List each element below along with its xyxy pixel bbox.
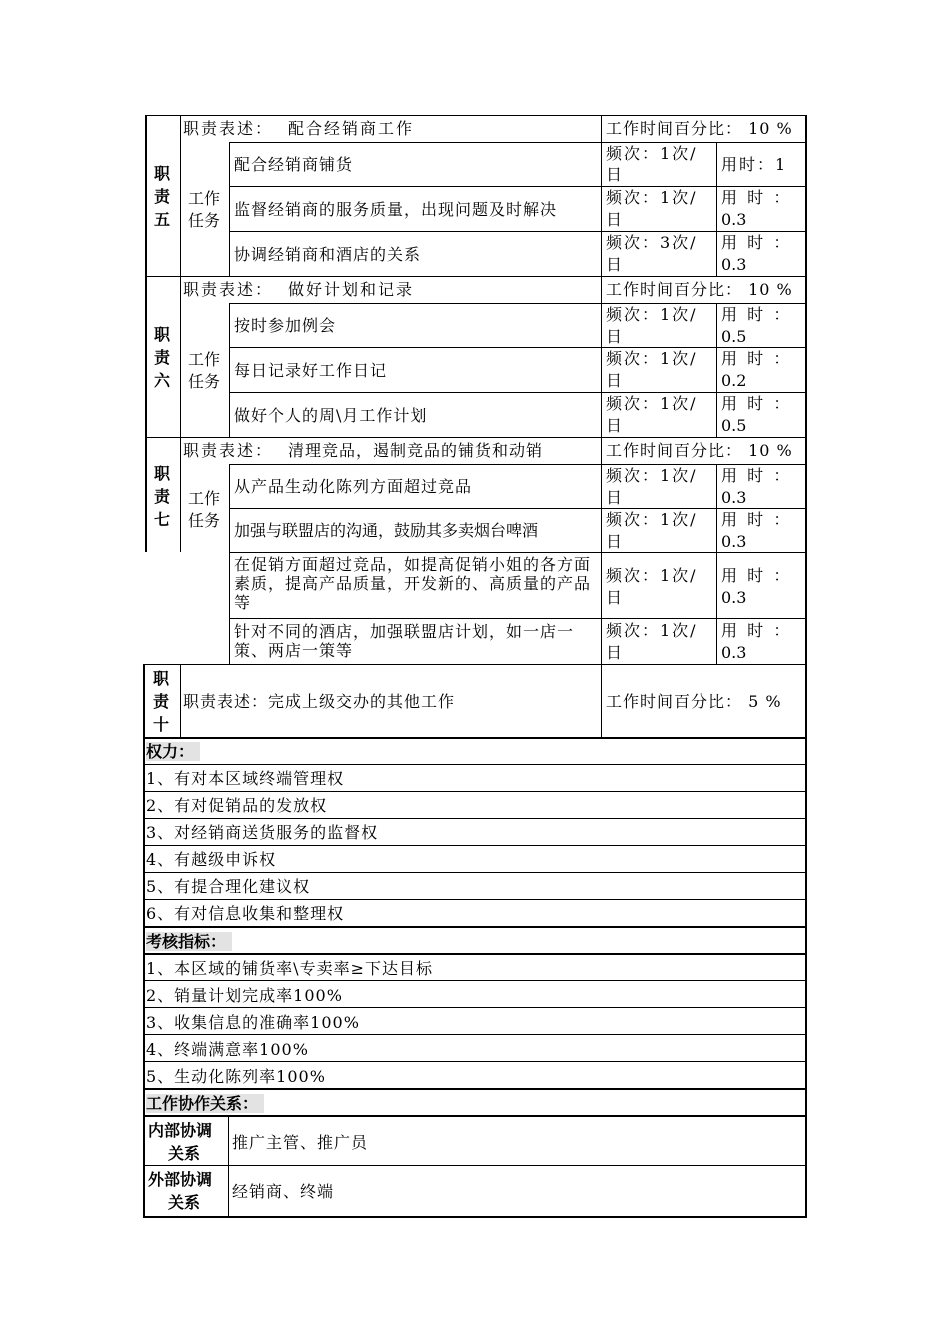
duty-time-percent: 工作时间百分比： 10 % [606, 280, 793, 299]
list-item: 1、本区域的铺货率\专卖率≥下达目标 [146, 959, 433, 978]
task-freq: 频次：1次/ [606, 466, 698, 485]
task-use-value: 0.3 [721, 488, 747, 507]
task-use-time: 用 时 ： [721, 394, 790, 413]
list-item: 2、销量计划完成率100% [146, 986, 343, 1005]
task-use-value: 0.5 [721, 416, 747, 435]
task-use-time: 用 时 ： [721, 349, 790, 368]
duty-description-label: 职责表述： [183, 119, 274, 138]
task-label: 任务 [188, 372, 221, 391]
task-label: 工作 [188, 489, 221, 508]
duty-label-char: 职 [152, 669, 169, 688]
list-item: 5、有提合理化建议权 [146, 877, 311, 896]
task-freq: 频次：1次/ [606, 394, 698, 413]
task-freq-unit: 日 [606, 165, 623, 184]
duty-description: 做好计划和记录 [288, 280, 415, 299]
task-freq-unit: 日 [606, 643, 623, 662]
list-item: 3、对经销商送货服务的监督权 [146, 823, 379, 842]
task-text: 按时参加例会 [234, 316, 337, 335]
task-freq-unit: 日 [606, 532, 623, 551]
duty-label-char: 责 [153, 187, 170, 206]
task-freq: 频次：1次/ [606, 188, 698, 207]
list-item: 2、有对促销品的发放权 [146, 796, 328, 815]
task-freq-unit: 日 [606, 588, 623, 607]
task-text: 协调经销商和酒店的关系 [234, 245, 422, 264]
task-use-value: 0.2 [721, 371, 747, 390]
duty-label-char: 责 [153, 348, 170, 367]
duty-time-percent: 工作时间百分比： 10 % [606, 441, 793, 460]
internal-relation-value: 推广主管、推广员 [232, 1133, 369, 1152]
task-use-value: 0.5 [721, 327, 747, 346]
list-item: 1、有对本区域终端管理权 [146, 769, 345, 788]
section-heading [146, 741, 200, 763]
task-label: 任务 [188, 211, 221, 230]
task-freq-unit: 日 [606, 488, 623, 507]
task-freq: 频次：1次/ [606, 144, 698, 163]
task-text: 加强与联盟店的沟通，鼓励其多卖烟台啤酒 [234, 521, 539, 540]
task-use-time: 用 时 ： [721, 566, 790, 585]
duty-label-char: 六 [153, 371, 170, 390]
task-use-time: 用 时 ： [721, 510, 790, 529]
task-freq-unit: 日 [606, 371, 623, 390]
section-heading [146, 931, 232, 953]
duty-time-percent: 工作时间百分比： 10 % [606, 119, 793, 138]
task-freq: 频次：1次/ [606, 305, 698, 324]
task-text: 针对不同的酒店，加强联盟店计划，如一店一策、两店一策等 [234, 622, 575, 660]
list-item: 3、收集信息的准确率100% [146, 1013, 360, 1032]
task-freq: 频次：1次/ [606, 510, 698, 529]
task-text: 做好个人的周\月工作计划 [234, 406, 428, 425]
duty-description: 清理竞品，遏制竞品的铺货和动销 [288, 441, 544, 460]
list-item: 4、有越级申诉权 [146, 850, 277, 869]
section-heading [146, 1093, 264, 1115]
task-use-value: 0.3 [721, 532, 747, 551]
duty-label-char: 职 [153, 464, 170, 483]
task-use-time: 用 时 ： [721, 188, 790, 207]
duty-label-char: 责 [152, 692, 169, 711]
task-use-value: 0.3 [721, 588, 747, 607]
duty-time-percent: 工作时间百分比： 5 % [606, 692, 782, 711]
duty-label-char: 五 [153, 210, 170, 229]
task-freq: 频次：1次/ [606, 566, 698, 585]
task-use-time: 用时：1 [721, 155, 788, 174]
task-text: 监督经销商的服务质量，出现问题及时解决 [234, 200, 558, 219]
task-text: 每日记录好工作日记 [234, 361, 388, 380]
powers-heading: 权力： [146, 742, 200, 761]
kpi-heading: 考核指标： [146, 932, 232, 951]
task-use-time: 用 时 ： [721, 466, 790, 485]
task-use-value: 0.3 [721, 210, 747, 229]
task-freq-unit: 日 [606, 210, 623, 229]
list-item: 6、有对信息收集和整理权 [146, 904, 345, 923]
task-text: 在促销方面超过竞品，如提高促销小姐的各方面素质，提高产品质量，开发新的、高质量的产品等 [234, 555, 592, 612]
task-freq: 频次：1次/ [606, 349, 698, 368]
duty-description-label: 职责表述： [183, 280, 274, 299]
list-item: 5、生动化陈列率100% [146, 1067, 326, 1086]
duty-label-char: 职 [153, 325, 170, 344]
external-relation-value: 经销商、终端 [232, 1182, 335, 1201]
task-freq-unit: 日 [606, 327, 623, 346]
task-text: 配合经销商铺货 [234, 155, 354, 174]
external-relation-label: 关系 [168, 1193, 201, 1212]
relations-heading: 工作协作关系： [146, 1094, 264, 1113]
duty-label-char: 十 [152, 715, 169, 734]
duty-description: 职责表述：完成上级交办的其他工作 [183, 692, 456, 711]
duty-description-label: 职责表述： [183, 441, 274, 460]
task-freq-unit: 日 [606, 416, 623, 435]
task-freq: 频次：3次/ [606, 233, 698, 252]
internal-relation-label: 关系 [168, 1144, 201, 1163]
task-freq: 频次：1次/ [606, 621, 698, 640]
duty-label-char: 职 [153, 164, 170, 183]
duty-label-char: 责 [153, 487, 170, 506]
task-text: 从产品生动化陈列方面超过竞品 [234, 477, 473, 496]
task-label: 工作 [188, 350, 221, 369]
list-item: 4、终端满意率100% [146, 1040, 309, 1059]
task-freq-unit: 日 [606, 255, 623, 274]
task-label: 任务 [188, 511, 221, 530]
task-use-value: 0.3 [721, 643, 747, 662]
task-use-time: 用 时 ： [721, 233, 790, 252]
task-use-time: 用 时 ： [721, 621, 790, 640]
internal-relation-label: 内部协调 [148, 1121, 213, 1140]
task-use-time: 用 时 ： [721, 305, 790, 324]
task-use-value: 0.3 [721, 255, 747, 274]
duty-label-char: 七 [153, 510, 170, 529]
task-label: 工作 [188, 189, 221, 208]
duty-description: 配合经销商工作 [288, 119, 415, 138]
external-relation-label: 外部协调 [148, 1170, 213, 1189]
